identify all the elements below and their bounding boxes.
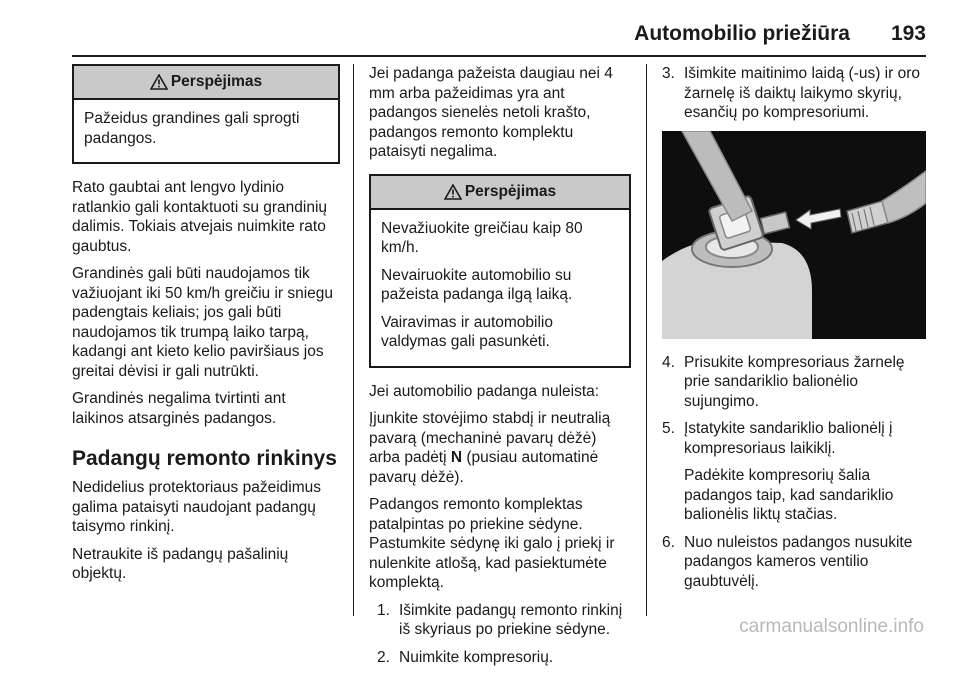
list-item bbox=[662, 419, 928, 458]
warning-text: Vairavimas ir automobilio valdymas gali pasunkėti. bbox=[381, 313, 553, 350]
warning-header bbox=[371, 176, 629, 210]
list-item bbox=[377, 648, 631, 668]
column-right bbox=[662, 64, 928, 599]
column-divider-right bbox=[646, 64, 647, 616]
warning-box bbox=[369, 174, 631, 368]
warning-box bbox=[72, 64, 340, 164]
warning-body bbox=[74, 100, 338, 162]
list-number: 6. bbox=[662, 533, 675, 551]
section-title: Padangų remonto rinkinys bbox=[72, 447, 337, 470]
paragraph: Jei padanga pažeista daugiau nei 4 mm arba pažeidimas yra ant padangos sienelės netoli krašto, padangos remonto komplektu pataisyti negalima. bbox=[369, 65, 613, 160]
list-text: Nuimkite kompresorių. bbox=[399, 648, 554, 666]
paragraph: Jei automobilio padanga nuleista: bbox=[369, 382, 600, 400]
warning-text: Nevažiuokite greičiau kaip 80 km/h. bbox=[381, 219, 583, 256]
hose-connection-illustration-icon bbox=[662, 131, 926, 339]
paragraph: Grandinės negalima tvirtinti ant laikinos atsarginės padangos. bbox=[72, 390, 286, 427]
paragraph: Grandinės gali būti naudojamos tik važiuojant iki 50 km/h greičiu ir sniegu padengtais keliais; jos gali būti naudojamos tik trumpą laiko tarpą, kadangi ant kieto kelio paviršiaus jos greitai dėvisi ir gali nutrūkti. bbox=[72, 265, 334, 380]
list-number: 5. bbox=[662, 420, 675, 437]
warning-triangle-icon bbox=[444, 184, 462, 200]
warning-header bbox=[74, 66, 338, 100]
paragraph: Rato gaubtai ant lengvo lydinio ratlankio gali kontaktuoti su grandinių dalimis. Tokiais atvejais nuimkite rato gaubtus. bbox=[72, 179, 328, 255]
list-number: 2. bbox=[377, 648, 390, 666]
list-item bbox=[377, 601, 631, 640]
page-number: 193 bbox=[890, 22, 926, 45]
warning-text: Nevairuokite automobilio su pažeista padanga ilgą laiką. bbox=[381, 266, 573, 303]
gear-position-label: N bbox=[450, 449, 463, 466]
column-left bbox=[72, 64, 340, 592]
list-item bbox=[662, 64, 928, 123]
header-rule bbox=[72, 55, 926, 57]
paragraph bbox=[369, 409, 631, 487]
list-number: 1. bbox=[377, 601, 390, 619]
warning-body bbox=[371, 210, 629, 366]
list-subparagraph: Padėkite kompresorių šalia padangos taip, kad sandariklio balionėlis liktų stačias. bbox=[684, 467, 894, 523]
list-number: 4. bbox=[662, 353, 675, 371]
warning-title: Perspėjimas bbox=[464, 182, 557, 200]
list-number: 3. bbox=[662, 65, 675, 82]
page-header bbox=[0, 22, 960, 52]
compressor-hose-illustration bbox=[662, 131, 926, 339]
list-text: Išimkite padangų remonto rinkinį iš skyriaus po priekine sėdyne. bbox=[399, 601, 623, 638]
column-middle bbox=[369, 64, 631, 675]
page-title: Automobilio priežiūra bbox=[634, 22, 850, 45]
watermark: carmanualsonline.info bbox=[739, 616, 924, 637]
text-run: Įjunkite stovėjimo stabdį ir neutralią pavarą (mechaninė pavarų dėžė) arba padėtį bbox=[369, 410, 611, 466]
list-item bbox=[662, 533, 928, 592]
list-text: Išimkite maitinimo laidą (-us) ir oro žarnelę iš daiktų laikymo skyrių, esančių po kompresoriumi. bbox=[684, 65, 920, 121]
steps-list bbox=[369, 601, 631, 668]
column-divider-left bbox=[353, 64, 354, 616]
paragraph: Netraukite iš padangų pašalinių objektų. bbox=[72, 545, 289, 582]
paragraph: Nedidelius protektoriaus pažeidimus galima pataisyti naudojant padangų taisymo rinkinį. bbox=[72, 479, 321, 535]
list-text: Prisukite kompresoriaus žarnelę prie sandariklio balionėlio sujungimo. bbox=[684, 353, 905, 410]
list-text: Nuo nuleistos padangos nusukite padangos kameros ventilio gaubtuvėlį. bbox=[684, 533, 913, 590]
warning-triangle-icon bbox=[150, 74, 168, 90]
list-text: Įstatykite sandariklio balionėlį į kompresoriaus laikiklį. bbox=[684, 420, 893, 457]
paragraph: Padangos remonto komplektas patalpintas po priekine sėdyne. Pastumkite sėdynę iki galo į priekį ir nulenkite atlošą, kad pasiektumėte komplektą. bbox=[369, 496, 615, 591]
text-run: (pusiau automatinė pavarų dėžė). bbox=[369, 449, 599, 486]
warning-title: Perspėjimas bbox=[170, 73, 263, 91]
list-item bbox=[662, 353, 928, 412]
warning-text: Pažeidus grandines gali sprogti padangos. bbox=[84, 110, 300, 147]
